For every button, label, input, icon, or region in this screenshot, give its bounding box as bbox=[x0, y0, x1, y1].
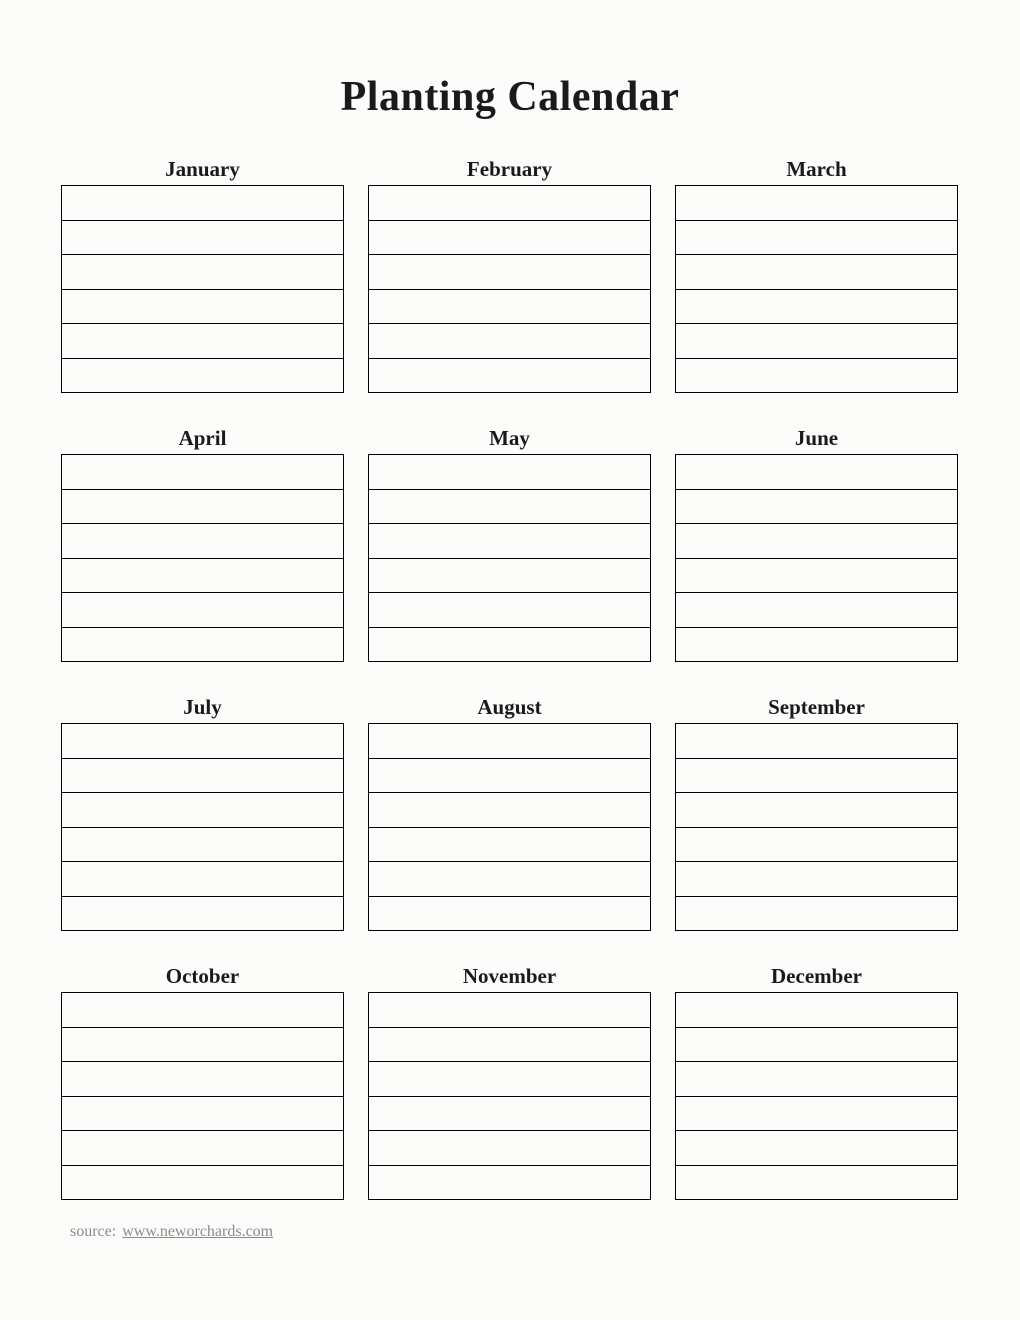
month-label: September bbox=[768, 695, 865, 719]
write-in-row bbox=[62, 186, 343, 221]
write-in-row bbox=[62, 324, 343, 359]
write-in-row bbox=[676, 1062, 957, 1097]
write-in-row bbox=[369, 593, 650, 628]
write-in-row bbox=[369, 1131, 650, 1166]
month-table bbox=[61, 454, 344, 662]
write-in-row bbox=[369, 862, 650, 897]
months-grid bbox=[61, 158, 958, 1200]
write-in-row bbox=[369, 1166, 650, 1200]
month-label: November bbox=[462, 964, 557, 988]
write-in-row bbox=[369, 1097, 650, 1132]
write-in-row bbox=[369, 490, 650, 525]
write-in-row bbox=[676, 490, 957, 525]
write-in-row bbox=[369, 255, 650, 290]
write-in-row bbox=[369, 1028, 650, 1063]
write-in-row bbox=[369, 628, 650, 662]
write-in-row bbox=[62, 490, 343, 525]
write-in-row bbox=[62, 290, 343, 325]
month-label: January bbox=[165, 157, 240, 181]
month-table bbox=[368, 992, 651, 1200]
write-in-row bbox=[676, 897, 957, 931]
write-in-row bbox=[676, 221, 957, 256]
write-in-row bbox=[62, 255, 343, 290]
write-in-row bbox=[676, 455, 957, 490]
write-in-row bbox=[62, 628, 343, 662]
write-in-row bbox=[676, 724, 957, 759]
write-in-row bbox=[62, 221, 343, 256]
write-in-row bbox=[369, 221, 650, 256]
write-in-row bbox=[676, 793, 957, 828]
write-in-row bbox=[676, 1028, 957, 1063]
write-in-row bbox=[62, 359, 343, 393]
month-table bbox=[675, 723, 958, 931]
write-in-row bbox=[676, 862, 957, 897]
write-in-row bbox=[369, 793, 650, 828]
month-block-june bbox=[675, 427, 958, 662]
month-label: December bbox=[771, 964, 862, 988]
write-in-row bbox=[62, 559, 343, 594]
write-in-row bbox=[676, 993, 957, 1028]
write-in-row bbox=[369, 828, 650, 863]
month-block-july bbox=[61, 696, 344, 931]
write-in-row bbox=[676, 828, 957, 863]
source-label: source: bbox=[70, 1223, 117, 1240]
write-in-row bbox=[62, 993, 343, 1028]
write-in-row bbox=[62, 724, 343, 759]
write-in-row bbox=[369, 324, 650, 359]
write-in-row bbox=[62, 455, 343, 490]
month-table bbox=[675, 185, 958, 393]
month-label: February bbox=[466, 157, 553, 181]
write-in-row bbox=[62, 897, 343, 931]
month-table bbox=[368, 454, 651, 662]
month-label: July bbox=[183, 695, 222, 719]
month-table bbox=[61, 723, 344, 931]
month-block-september bbox=[675, 696, 958, 931]
write-in-row bbox=[369, 455, 650, 490]
month-table bbox=[368, 185, 651, 393]
month-block-march bbox=[675, 158, 958, 393]
month-block-november bbox=[368, 965, 651, 1200]
month-block-december bbox=[675, 965, 958, 1200]
write-in-row bbox=[676, 324, 957, 359]
write-in-row bbox=[62, 862, 343, 897]
write-in-row bbox=[676, 1131, 957, 1166]
write-in-row bbox=[676, 559, 957, 594]
write-in-row bbox=[369, 359, 650, 393]
month-label: October bbox=[165, 964, 240, 988]
write-in-row bbox=[62, 793, 343, 828]
write-in-row bbox=[62, 1131, 343, 1166]
write-in-row bbox=[62, 524, 343, 559]
month-table bbox=[675, 992, 958, 1200]
write-in-row bbox=[62, 1166, 343, 1200]
month-block-may bbox=[368, 427, 651, 662]
write-in-row bbox=[369, 524, 650, 559]
write-in-row bbox=[676, 1166, 957, 1200]
month-label: May bbox=[489, 426, 530, 450]
month-table bbox=[61, 992, 344, 1200]
write-in-row bbox=[676, 524, 957, 559]
month-block-august bbox=[368, 696, 651, 931]
month-label: April bbox=[178, 426, 227, 450]
write-in-row bbox=[369, 897, 650, 931]
month-table bbox=[368, 723, 651, 931]
write-in-row bbox=[369, 290, 650, 325]
write-in-row bbox=[676, 759, 957, 794]
write-in-row bbox=[676, 255, 957, 290]
month-table bbox=[61, 185, 344, 393]
source-link[interactable]: www.neworchards.com bbox=[122, 1223, 274, 1240]
write-in-row bbox=[676, 186, 957, 221]
write-in-row bbox=[369, 993, 650, 1028]
month-label: June bbox=[794, 426, 839, 450]
month-block-april bbox=[61, 427, 344, 662]
write-in-row bbox=[676, 359, 957, 393]
write-in-row bbox=[369, 559, 650, 594]
write-in-row bbox=[676, 593, 957, 628]
write-in-row bbox=[62, 1028, 343, 1063]
write-in-row bbox=[369, 1062, 650, 1097]
month-label: August bbox=[477, 695, 542, 719]
page-title: Planting Calendar bbox=[340, 74, 680, 120]
write-in-row bbox=[62, 1097, 343, 1132]
month-block-october bbox=[61, 965, 344, 1200]
write-in-row bbox=[676, 290, 957, 325]
write-in-row bbox=[62, 1062, 343, 1097]
write-in-row bbox=[369, 186, 650, 221]
write-in-row bbox=[369, 759, 650, 794]
write-in-row bbox=[62, 828, 343, 863]
source-note bbox=[70, 1222, 273, 1242]
write-in-row bbox=[676, 628, 957, 662]
month-block-january bbox=[61, 158, 344, 393]
month-block-february bbox=[368, 158, 651, 393]
write-in-row bbox=[369, 724, 650, 759]
month-label: March bbox=[786, 157, 847, 181]
month-table bbox=[675, 454, 958, 662]
write-in-row bbox=[62, 759, 343, 794]
write-in-row bbox=[676, 1097, 957, 1132]
write-in-row bbox=[62, 593, 343, 628]
